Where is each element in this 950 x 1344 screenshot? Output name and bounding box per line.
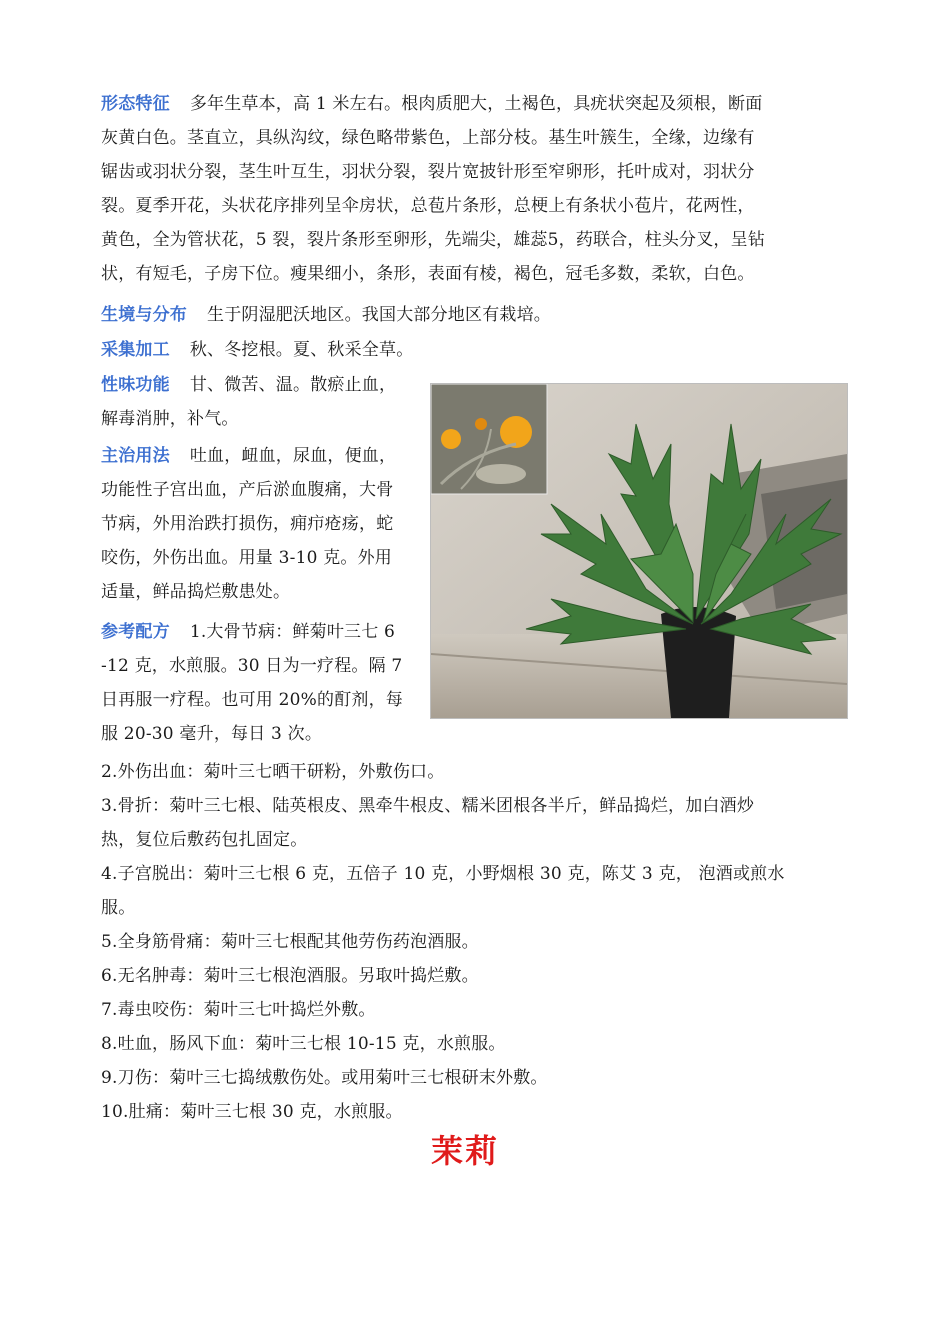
- collection-section: [101, 333, 413, 367]
- prescription-item: 5.全身筋骨痛：菊叶三七根配其他劳伤药泡酒服。: [101, 932, 479, 952]
- prescriptions-line: -12 克，水煎服。30 日为一疗程。隔 7: [101, 656, 403, 676]
- collection-line: 秋、冬挖根。夏、秋采全草。: [189, 340, 414, 360]
- morphology-line: 状，有短毛，子房下位。瘦果细小，条形，表面有棱，褐色，冠毛多数，柔软，白色。: [101, 264, 755, 284]
- prescriptions-line: 服 20-30 毫升，每日 3 次。: [101, 724, 323, 744]
- habitat-line: 生于阴湿肥沃地区。我国大部分地区有栽培。: [207, 305, 551, 325]
- indications-line: 吐血，衄血，尿血，便血，: [189, 446, 397, 466]
- morphology-line: 裂。夏季开花，头状花序排列呈伞房状，总苞片条形，总梗上有条状小苞片，花两性，: [101, 196, 755, 216]
- properties-section: [101, 368, 396, 436]
- indications-line: 节病，外用治跌打损伤，痈疖疮疡，蛇: [101, 514, 394, 534]
- properties-line: 甘、微苦、温。散瘀止血，: [189, 375, 397, 395]
- prescription-item: 10.肚痛：菊叶三七根 30 克，水煎服。: [101, 1102, 403, 1122]
- prescriptions-line: 1.大骨节病：鲜菊叶三七 6: [189, 622, 396, 642]
- indications-section: [101, 439, 396, 609]
- prescriptions-line: 日再服一疗程。也可用 20%的酊剂，每: [101, 690, 403, 710]
- prescription-item: 4.子宫脱出：菊叶三七根 6 克，五倍子 10 克，小野烟根 30 克，陈艾 3 克， 泡酒或煎水: [101, 864, 785, 884]
- habitat-label: 生境与分布: [101, 305, 187, 325]
- collection-label: 采集加工: [101, 340, 170, 360]
- prescription-item: 2.外伤出血：菊叶三七晒干研粉，外敷伤口。: [101, 762, 445, 782]
- prescription-item: 服。: [101, 898, 136, 918]
- prescriptions-label: 参考配方: [101, 622, 170, 642]
- morphology-line: 锯齿或羽状分裂，茎生叶互生，羽状分裂，裂片宽披针形至窄卵形，托叶成对，羽状分: [101, 162, 755, 182]
- properties-line: 解毒消肿，补气。: [101, 409, 239, 429]
- morphology-label: 形态特征: [101, 94, 170, 114]
- prescription-item: 9.刀伤：菊叶三七捣绒敷伤处。或用菊叶三七根研末外敷。: [101, 1068, 548, 1088]
- indications-line: 适量，鲜品捣烂敷患处。: [101, 582, 291, 602]
- indications-line: 咬伤，外伤出血。用量 3-10 克。外用: [101, 548, 392, 568]
- morphology-line: 黄色，全为管状花，5 裂，裂片条形至卵形，先端尖，雄蕊5，药联合，柱头分叉，呈钻: [101, 230, 766, 250]
- morphology-line: 多年生草本，高 1 米左右。根肉质肥大，土褐色，具疣状突起及须根，断面: [189, 94, 763, 114]
- properties-label: 性味功能: [101, 375, 170, 395]
- plant-photo: [430, 383, 848, 719]
- prescription-item: 6.无名肿毒：菊叶三七根泡酒服。另取叶捣烂敷。: [101, 966, 479, 986]
- next-title: 茉莉: [430, 1132, 499, 1170]
- prescriptions-section: [101, 615, 403, 751]
- indications-line: 功能性子宫出血，产后淤血腹痛，大骨: [101, 480, 394, 500]
- more-prescriptions-section: [101, 755, 861, 1129]
- prescription-item: 热，复位后敷药包扎固定。: [101, 830, 308, 850]
- indications-label: 主治用法: [101, 446, 170, 466]
- prescription-item: 3.骨折：菊叶三七根、陆英根皮、黑牵牛根皮、糯米团根各半斤，鲜品捣烂，加白酒炒: [101, 796, 755, 816]
- morphology-line: 灰黄白色。茎直立，具纵沟纹，绿色略带紫色，上部分枝。基生叶簇生，全缘，边缘有: [101, 128, 755, 148]
- prescription-item: 8.吐血，肠风下血：菊叶三七根 10-15 克，水煎服。: [101, 1034, 506, 1054]
- prescription-item: 7.毒虫咬伤：菊叶三七叶捣烂外敷。: [101, 1000, 376, 1020]
- morphology-section: [101, 87, 841, 291]
- habitat-section: [101, 298, 551, 332]
